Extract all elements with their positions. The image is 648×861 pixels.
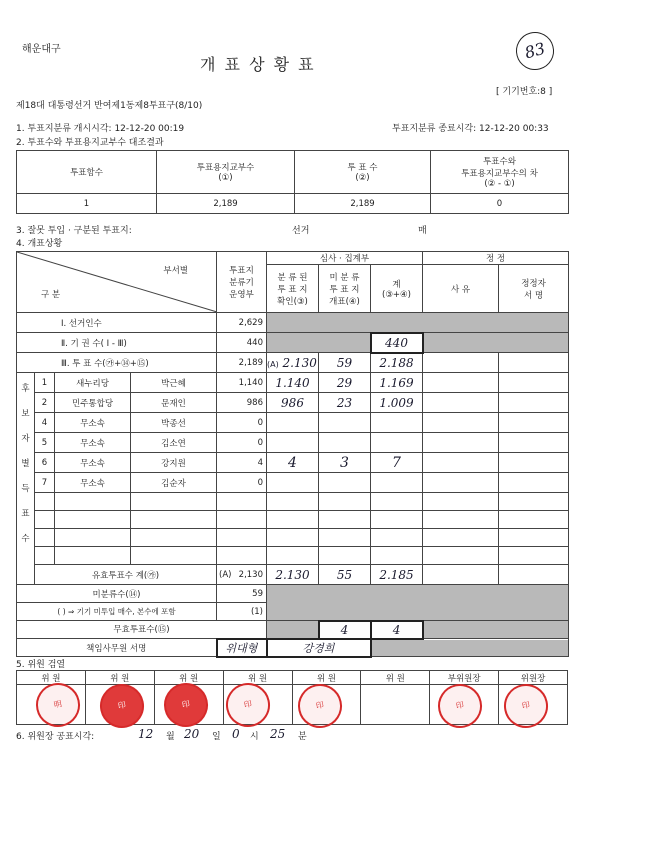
total-header: 계 (③+④) xyxy=(371,265,423,313)
section3-election: 선거 xyxy=(292,226,310,236)
signature-2: 강경희 xyxy=(267,639,371,657)
comparison-table xyxy=(16,150,569,214)
table-row: 7 무소속 김순자 0 xyxy=(17,473,569,493)
signature-1: 위대형 xyxy=(217,639,267,657)
classified-header: 분 류 된 투 표 지 확인(③) xyxy=(267,265,319,313)
row-note-value: (1) xyxy=(217,603,267,621)
row-valid-label: 유효투표수 계(㉮) xyxy=(35,565,217,585)
correction-header: 정 정 xyxy=(423,252,569,265)
row-abstain-hw: 440 xyxy=(371,333,423,353)
section3-label: 3. 잘못 투입 · 구분된 투표지: xyxy=(16,226,132,236)
row-votes-label: Ⅲ. 투 표 수(㉮+⑭+⑮) xyxy=(17,353,217,373)
inspection-table: 위 원 위 원 위 원 위 원 위 원 위 원 부위원장 위원장 xyxy=(16,670,568,725)
division-header: 부서별 구 분 xyxy=(17,252,217,313)
sort-start-time: 1. 투표지분류 개시시각: 12-12-20 00:19 xyxy=(16,124,185,134)
section3-sheets: 매 xyxy=(418,226,427,236)
table-row: 후 보 자 별 득 표 수 1 새누리당 박근혜 1,140 1.140 29 1.169 xyxy=(17,373,569,393)
machine-header: 투표지 분류기 운영부 xyxy=(217,252,267,313)
issued-value: 2,189 xyxy=(157,194,295,214)
row-voters-label: Ⅰ. 선거인수 xyxy=(17,313,217,333)
seal-2: 印 xyxy=(96,680,148,732)
announce-month: 월 xyxy=(166,732,175,742)
announce-day-hw: 20 xyxy=(184,727,200,741)
seal-5: 印 xyxy=(294,680,346,732)
row-votes-hw-unclassified: 59 xyxy=(319,353,371,373)
announce-hour-hw: 0 xyxy=(232,727,240,741)
diagonal-line xyxy=(17,252,217,312)
row-votes-hw-total: 2.188 xyxy=(371,353,423,373)
page-mark: 83 xyxy=(512,28,559,75)
row-voters-value: 2,629 xyxy=(217,313,267,333)
candidate-side-label: 후 보 자 별 득 표 수 xyxy=(17,373,35,585)
section4-label: 4. 개표상황 xyxy=(16,239,63,249)
row-votes-hw-classified: (A) 2.130 xyxy=(267,353,319,373)
ballot-box-header: 투표함수 xyxy=(17,151,157,194)
row-unclassified-value: 59 xyxy=(217,585,267,603)
section5-label: 5. 위원 검열 xyxy=(16,660,66,670)
district: 해운대구 xyxy=(22,44,61,55)
row-sign-label: 책임사무원 서명 xyxy=(17,639,217,657)
section2-label: 2. 투표수와 투표용지교부수 대조결과 xyxy=(16,138,164,148)
announce-day: 일 xyxy=(212,732,221,742)
row-votes-value: 2,189 xyxy=(217,353,267,373)
section6-label: 6. 위원장 공표시각: xyxy=(16,732,95,742)
table-row: 2 민주통합당 문재인 986 986 23 1.009 xyxy=(17,393,569,413)
row-abstain-label: Ⅱ. 기 권 수( Ⅰ - Ⅲ) xyxy=(17,333,217,353)
page-title: 개 표 상 황 표 xyxy=(200,55,316,74)
corrector-header: 정정자 서 명 xyxy=(499,265,569,313)
difference-value: 0 xyxy=(431,194,569,214)
review-header: 심사 · 집계부 xyxy=(267,252,423,265)
announce-month-hw: 12 xyxy=(138,727,154,741)
sort-end-time: 투표지분류 종료시각: 12-12-20 00:33 xyxy=(392,124,549,134)
announce-hour: 시 xyxy=(250,732,259,742)
seal-4: 印 xyxy=(222,679,274,731)
row-unclassified-label: 미분류수(⑭) xyxy=(17,585,217,603)
table-row: 4 무소속 박종선 0 xyxy=(17,413,569,433)
row-valid-value: (A) 2,130 xyxy=(217,565,267,585)
difference-header: 투표수와 투표용지교부수의 차 (② - ①) xyxy=(431,151,569,194)
table-row: 6 무소속 강지원 4 4 3 7 xyxy=(17,453,569,473)
seal-6: 印 xyxy=(434,680,486,732)
announce-min-hw: 25 xyxy=(270,727,286,741)
row-abstain-value: 440 xyxy=(217,333,267,353)
seal-1: 明 xyxy=(32,679,84,731)
votes-value: 2,189 xyxy=(295,194,431,214)
counting-table: 부서별 구 분 투표지 분류기 운영부 심사 · 집계부 정 정 분 류 된 투 표 지 확인(③) 미 분 류 투 표 지 개표(④) 계 (③+④) 사 유 정정자 서 명 Ⅰ. 선거인수 2,629 Ⅱ. 기 권 수( Ⅰ - Ⅲ) 440 440 Ⅲ. 투 표 수(㉮+⑭+⑮) 2,189 (A) 2.130 59 2.188 후 보 자 별 득 표 수 1 새누리당 박근혜 1,140 1.140 29 1.169 2 민주통합당 문재인 986 986 23 1.009 4 무소속 박종선 0 5 무소속 김소연 0 6 무소속 강지원 4 4 3 7 7 무소속 김순자 0 유효투표수 계(㉮) (A) 2,130 2.130 55 2.185 미분류수(⑭) 59 ( ) ⇒ 기기 미투입 매수, 본수에 포함 (1) 무효투표수(⑮) 4 4 책임사무원 서명 위대형 강경희 xyxy=(16,251,569,658)
machine-number: [ 기기번호:8 ] xyxy=(496,87,553,97)
unclassified-header: 미 분 류 투 표 지 개표(④) xyxy=(319,265,371,313)
election-name: 제18대 대통령선거 반여제1동제8투표구(8/10) xyxy=(16,101,203,111)
reason-header: 사 유 xyxy=(423,265,499,313)
votes-header: 투 표 수 (②) xyxy=(295,151,431,194)
table-row: 5 무소속 김소연 0 xyxy=(17,433,569,453)
ballot-box-value: 1 xyxy=(17,194,157,214)
seal-3: 印 xyxy=(160,679,212,731)
issued-header: 투표용지교부수 (①) xyxy=(157,151,295,194)
row-note-label: ( ) ⇒ 기기 미투입 매수, 본수에 포함 xyxy=(17,603,217,621)
announce-min: 분 xyxy=(298,732,307,742)
row-invalid-label: 무효투표수(⑮) xyxy=(17,621,267,639)
seal-7: 印 xyxy=(500,680,552,732)
